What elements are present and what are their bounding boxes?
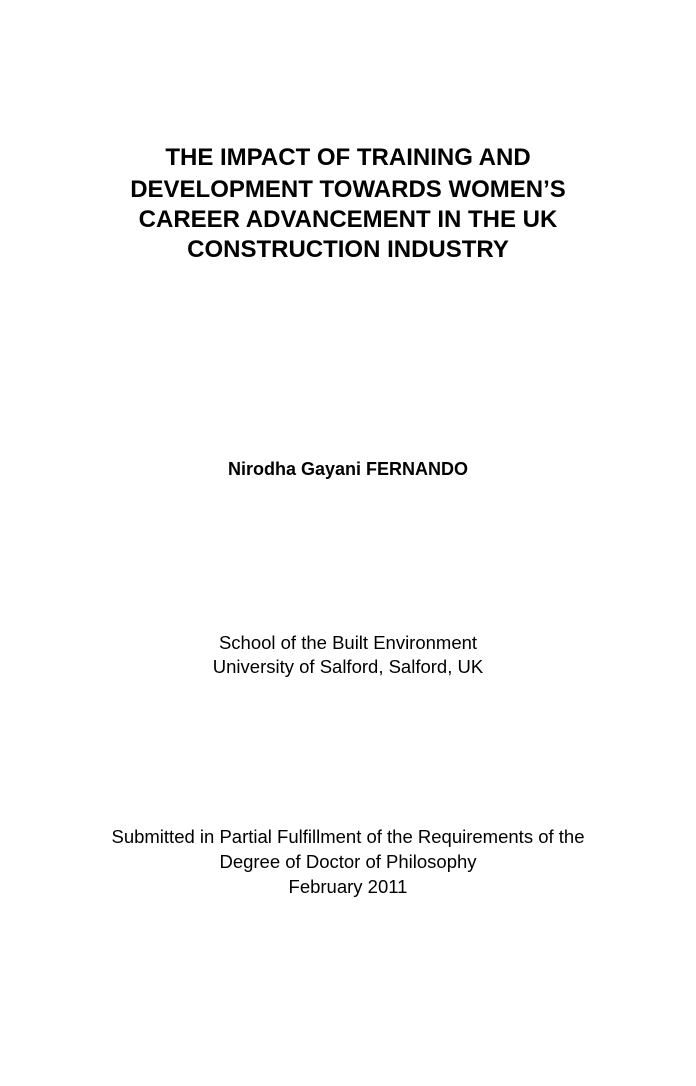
title-line-1: THE IMPACT OF TRAINING AND [165,144,531,171]
title-line-2: DEVELOPMENT TOWARDS WOMEN’S [130,176,566,203]
author-name: Nirodha Gayani FERNANDO [227,459,469,479]
title-line-4: CONSTRUCTION INDUSTRY [187,236,509,263]
submission-date: February 2011 [288,876,408,897]
submission-line: Submitted in Partial Fulfillment of the Requirements of the [111,826,585,847]
school-name: School of the Built Environment [218,632,478,653]
degree-name: Degree of Doctor of Philosophy [219,851,477,872]
university-name: University of Salford, Salford, UK [212,656,484,677]
title-line-3: CAREER ADVANCEMENT IN THE UK [138,206,558,233]
